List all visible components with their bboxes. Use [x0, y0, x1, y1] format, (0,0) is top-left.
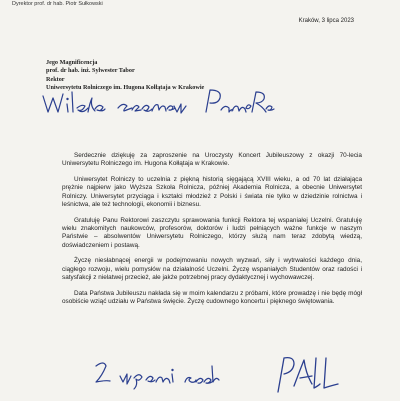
letter-paragraph: Uniwersytet Rolniczy to uczelnia z piękną historią sięgającą XVIII wieku, a od 70 lat działająca prężnie najpierw jako Wyższa Szkoła Rolnicza, później Akademia Rolnicza, a obecnie Uniwersytet Rolniczy. Uniwersytet przyciąga i kształci młodzież z Polski i świata nie tylko w dziedzinie rolnictwa i leśnictwa, ale też technologii, ekonomii i biznesu.: [62, 176, 362, 208]
handwritten-closing: [92, 356, 222, 397]
letter-paragraph: Data Państwa Jubileuszu nakłada się w moim kalendarzu z próbami, które prowadzę i nie będę mógł osobiście wziąć udziału w Państwa święcie. Życzę cudownego koncertu i pięknego świętowania.: [62, 289, 362, 306]
signature-image: [272, 352, 344, 396]
handwritten-salutation-image: [40, 84, 280, 124]
letter-body: [62, 152, 362, 314]
recipient-line: Rektor: [46, 75, 65, 83]
place-date: Kraków, 3 lipca 2023: [298, 18, 354, 24]
handwritten-closing-image: [92, 356, 222, 392]
recipient-line: prof. dr hab. inż. Sylwester Tabor: [46, 67, 135, 75]
letter-paragraph: Życzę niesłabnącej energii w podejmowaniu nowych wyzwań, siły i wytrwałości każdego dnia, ciągłego rozwoju, wielu pomysłów na działalność Uczelni. Życzę wspaniałych Studentów oraz radości i satysfakcji z nielatwej przecież, ale jakże potrzebnej pracy dydaktycznej i wychowawczej.: [62, 257, 362, 282]
recipient-line: Uniwersytetu Rolniczego im. Hugona Kołłątaja w Krakowie: [46, 84, 205, 92]
handwritten-salutation: [40, 84, 280, 129]
letter-paragraph: Serdecznie dziękuję za zaproszenie na Uroczysty Koncert Jubileuszowy z okazji 70-lecia Uniwersytetu Rolniczego im. Hugona Kołłątaja w Krakowie.: [62, 152, 362, 168]
signature: [272, 352, 344, 401]
sender-header: Dyrektor prof. dr hab. Piotr Sułkowski: [12, 1, 103, 7]
letter-paragraph: Gratuluję Panu Rektorowi zaszczytu sprawowania funkcji Rektora tej wspaniałej Uczelni. Gratuluję wielu znakomitych naukowców, profesorów, doktorów i ludzi pełniących ważne funkcje w naszym Państwie – absolwentów Uniwersytetu Rolniczego, którzy służą nam teraz zdobytą wiedzą, doświadczeniem i postawą.: [62, 216, 362, 249]
recipient-line: Jego Magnificencja: [46, 59, 98, 66]
